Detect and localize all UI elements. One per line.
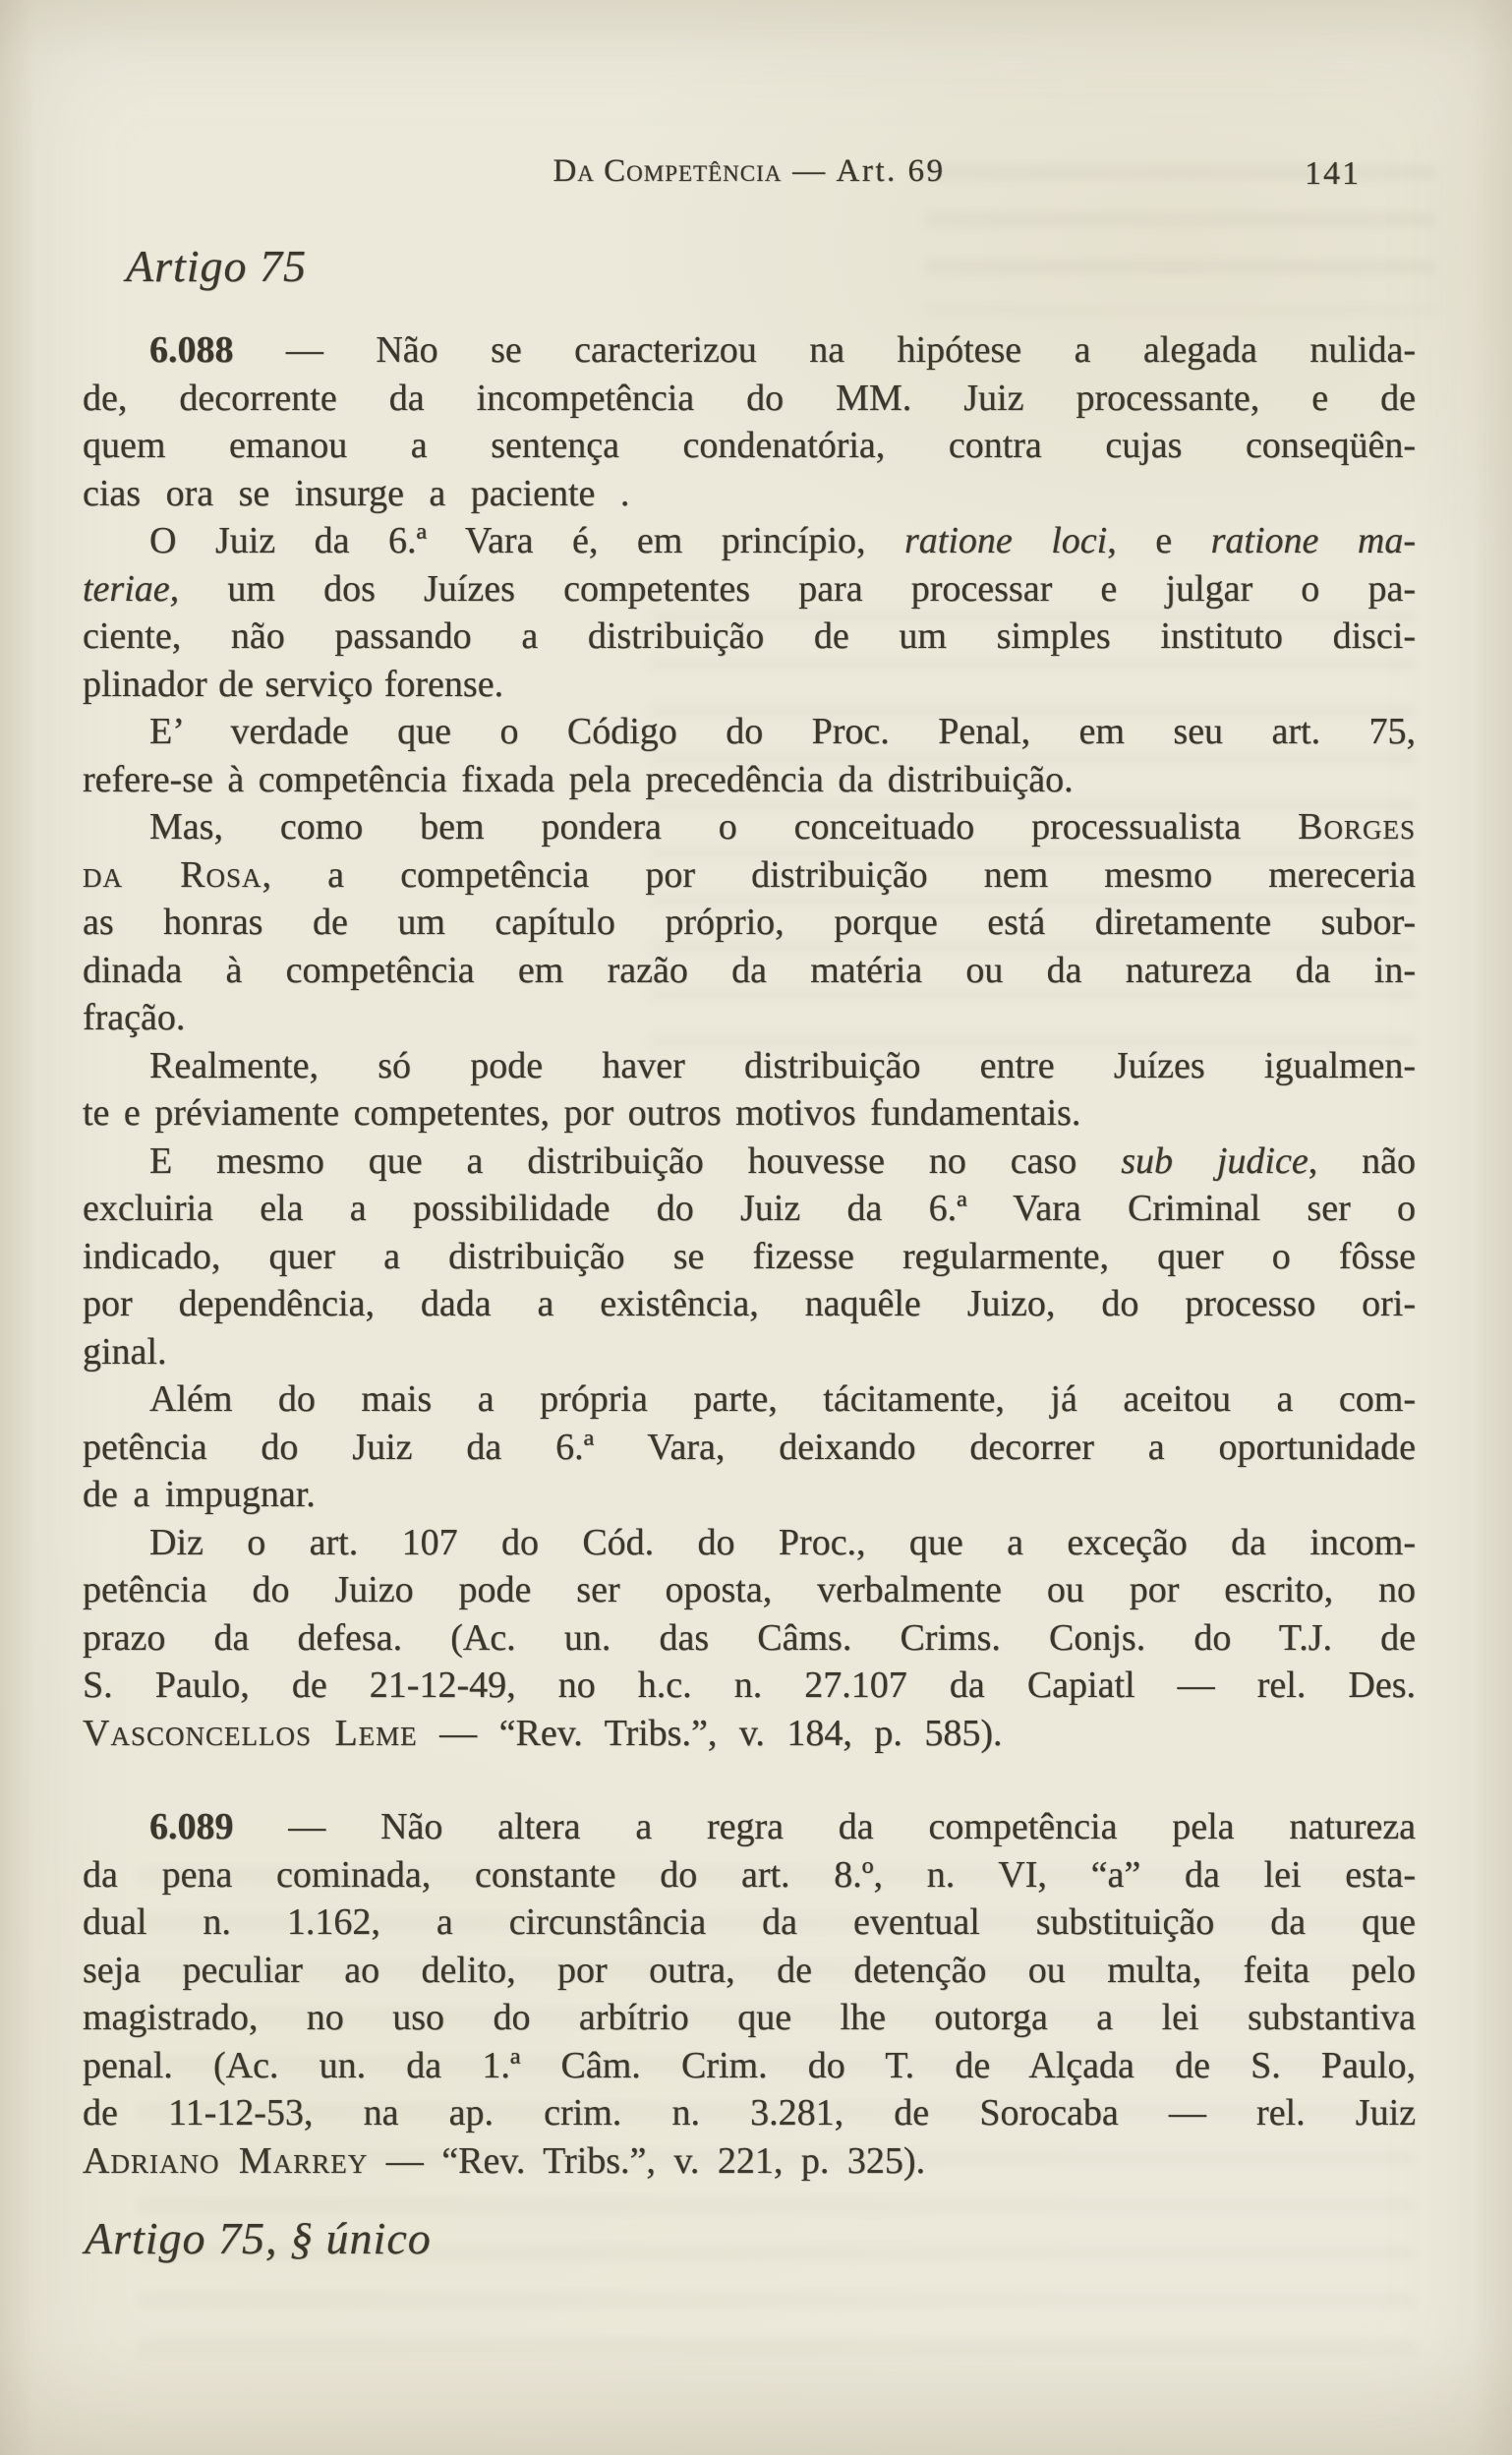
paragraph bbox=[83, 1042, 1416, 1138]
text-segment: da Rosa bbox=[83, 853, 262, 896]
text-line bbox=[83, 1471, 1416, 1519]
text-segment: quem emanou a sentença condenatória, contra cujas conseqüên- bbox=[83, 425, 1416, 466]
text-segment: da pena cominada, constante do art. 8.º, n. VI, “a” da lei esta- bbox=[83, 1853, 1416, 1896]
text-line bbox=[83, 2089, 1416, 2137]
text-line bbox=[83, 1375, 1416, 1424]
text-segment: Diz o art. 107 do Cód. do Proc., que a exceção da incom- bbox=[149, 1521, 1416, 1563]
text-segment: — “Rev. Tribs.”, v. 221, p. 325). bbox=[368, 2139, 926, 2182]
paragraph bbox=[83, 517, 1416, 708]
text-line bbox=[83, 803, 1416, 851]
running-header-title bbox=[83, 150, 1416, 192]
text-line bbox=[83, 1089, 1416, 1138]
text-segment: Realmente, só pode haver distribuição entre Juízes igualmen- bbox=[149, 1044, 1416, 1086]
text-line bbox=[83, 1185, 1416, 1233]
text-line bbox=[83, 1233, 1416, 1281]
text-line bbox=[83, 851, 1416, 900]
running-header bbox=[83, 150, 1416, 196]
text-segment: , e bbox=[1107, 520, 1211, 561]
text-segment: — Não altera a regra da competência pela natureza bbox=[233, 1806, 1416, 1847]
text-segment: 6.088 bbox=[149, 329, 234, 371]
text-line bbox=[83, 1280, 1416, 1328]
text-line bbox=[83, 470, 1416, 518]
text-segment: petência do Juizo pode ser oposta, verbalmente ou por escrito, no bbox=[83, 1569, 1416, 1610]
text-line bbox=[83, 517, 1416, 565]
page-number: 141 bbox=[1305, 155, 1361, 192]
text-segment: dual n. 1.162, a circunstância da eventual substituição da que bbox=[83, 1901, 1416, 1943]
paragraph bbox=[83, 1803, 1416, 2185]
text-segment: as honras de um capítulo próprio, porque está diretamente subor- bbox=[83, 902, 1416, 943]
text-line bbox=[83, 756, 1416, 804]
text-segment: um dos Juízes competentes para processar e julgar o pa- bbox=[179, 567, 1416, 610]
text-segment: Da Competência bbox=[552, 153, 783, 189]
text-segment: Além do mais a própria parte, tácitamente, já aceitou a com- bbox=[149, 1378, 1416, 1420]
text-segment: excluiria ela a possibilidade do Juiz da 6.ª Vara Criminal ser o bbox=[83, 1188, 1416, 1229]
text-segment: de a impugnar. bbox=[83, 1474, 316, 1515]
paragraph bbox=[83, 708, 1416, 803]
text-segment: — Não se caracterizou na hipótese a alegada nulida- bbox=[233, 329, 1416, 371]
text-segment: S. Paulo, de 21-12-49, no h.c. n. 27.107 da Capiatl — rel. Des. bbox=[83, 1665, 1416, 1706]
text-line bbox=[83, 1424, 1416, 1472]
text-line bbox=[83, 1947, 1416, 1995]
text-line bbox=[83, 1328, 1416, 1376]
text-segment: — “Rev. Tribs.”, v. 184, p. 585). bbox=[417, 1712, 1003, 1754]
text-segment: ratione loci bbox=[903, 520, 1108, 561]
section-heading-artigo-75: Artigo 75 bbox=[126, 241, 308, 291]
text-segment: , não bbox=[1308, 1140, 1417, 1182]
text-line bbox=[83, 1803, 1416, 1851]
text-segment: E’ verdade que o Código do Proc. Penal, em seu art. 75, bbox=[149, 711, 1416, 752]
text-segment: Borges bbox=[1298, 806, 1416, 848]
text-segment: — Art. 69 bbox=[782, 153, 946, 189]
paragraph bbox=[83, 1519, 1416, 1758]
paragraph bbox=[83, 1375, 1416, 1519]
text-segment: ratione ma- bbox=[1210, 520, 1416, 561]
text-line bbox=[83, 1138, 1416, 1186]
text-segment: sub judice bbox=[1121, 1140, 1308, 1182]
text-segment: teriae, bbox=[83, 567, 180, 610]
text-segment: fração. bbox=[83, 997, 186, 1038]
text-line bbox=[83, 661, 1416, 709]
paragraph bbox=[83, 1138, 1416, 1376]
text-segment: Mas, como bem pondera o conceituado processualista bbox=[149, 806, 1299, 848]
text-line bbox=[83, 708, 1416, 756]
text-segment: ciente, não passando a distribuição de um simples instituto disci- bbox=[83, 615, 1416, 657]
paragraph bbox=[83, 326, 1416, 517]
text-segment: seja peculiar ao delito, por outra, de detenção ou multa, feita pelo bbox=[83, 1949, 1416, 1991]
text-segment: , a competência por distribuição nem mesmo mereceria bbox=[262, 853, 1416, 896]
text-segment: magistrado, no uso do arbítrio que lhe outorga a lei substantiva bbox=[83, 1997, 1416, 2038]
text-line bbox=[83, 1851, 1416, 1900]
text-line bbox=[83, 613, 1416, 661]
text-segment: te e préviamente competentes, por outros motivos fundamentais. bbox=[83, 1092, 1081, 1134]
section-heading-artigo-75-unico: Artigo 75, § único bbox=[85, 2213, 432, 2263]
text-segment: ginal. bbox=[83, 1330, 167, 1373]
text-segment: petência do Juiz da 6.ª Vara, deixando decorrer a oportunidade bbox=[83, 1426, 1416, 1468]
text-line bbox=[83, 1994, 1416, 2042]
text-line bbox=[83, 899, 1416, 947]
text-line bbox=[83, 326, 1416, 375]
text-segment: refere-se à competência fixada pela precedência da distribuição. bbox=[83, 758, 1074, 800]
text-line bbox=[83, 2137, 1416, 2186]
text-segment: prazo da defesa. (Ac. un. das Câms. Crims. Conjs. do T.J. de bbox=[83, 1616, 1416, 1659]
text-line bbox=[83, 2042, 1416, 2090]
text-line bbox=[83, 1614, 1416, 1663]
text-segment: O Juiz da 6.ª Vara é, em princípio, bbox=[149, 520, 904, 561]
text-segment: plinador de serviço forense. bbox=[83, 663, 504, 705]
text-segment: de, decorrente da incompetência do MM. Juiz processante, e de bbox=[83, 377, 1416, 419]
text-segment: cias ora se insurge a paciente . bbox=[83, 472, 630, 514]
text-segment: 6.089 bbox=[149, 1806, 234, 1847]
text-line bbox=[83, 1662, 1416, 1710]
text-segment: penal. (Ac. un. da 1.ª Câm. Crim. do T. de Alçada de S. Paulo, bbox=[83, 2044, 1416, 2086]
text-line bbox=[83, 1899, 1416, 1947]
text-segment: Adriano Marrey bbox=[83, 2139, 369, 2182]
text-line bbox=[83, 565, 1416, 614]
text-segment: dinada à competência em razão da matéria ou da natureza da in- bbox=[83, 949, 1416, 991]
text-line bbox=[83, 1042, 1416, 1090]
text-line bbox=[83, 375, 1416, 423]
page-text bbox=[83, 326, 1416, 2185]
text-line bbox=[83, 1519, 1416, 1567]
text-segment: E mesmo que a distribuição houvesse no caso bbox=[149, 1140, 1122, 1182]
text-segment: Vasconcellos Leme bbox=[83, 1712, 418, 1754]
paragraph bbox=[83, 803, 1416, 1042]
text-line bbox=[83, 1566, 1416, 1614]
text-segment: de 11-12-53, na ap. crim. n. 3.281, de Sorocaba — rel. Juiz bbox=[83, 2092, 1416, 2134]
text-line bbox=[83, 1710, 1416, 1758]
text-line bbox=[83, 422, 1416, 470]
text-line bbox=[83, 947, 1416, 995]
text-line bbox=[83, 994, 1416, 1042]
text-segment: indicado, quer a distribuição se fizesse regularmente, quer o fôsse bbox=[83, 1235, 1416, 1277]
text-segment: por dependência, dada a existência, naquêle Juizo, do processo ori- bbox=[83, 1283, 1416, 1324]
